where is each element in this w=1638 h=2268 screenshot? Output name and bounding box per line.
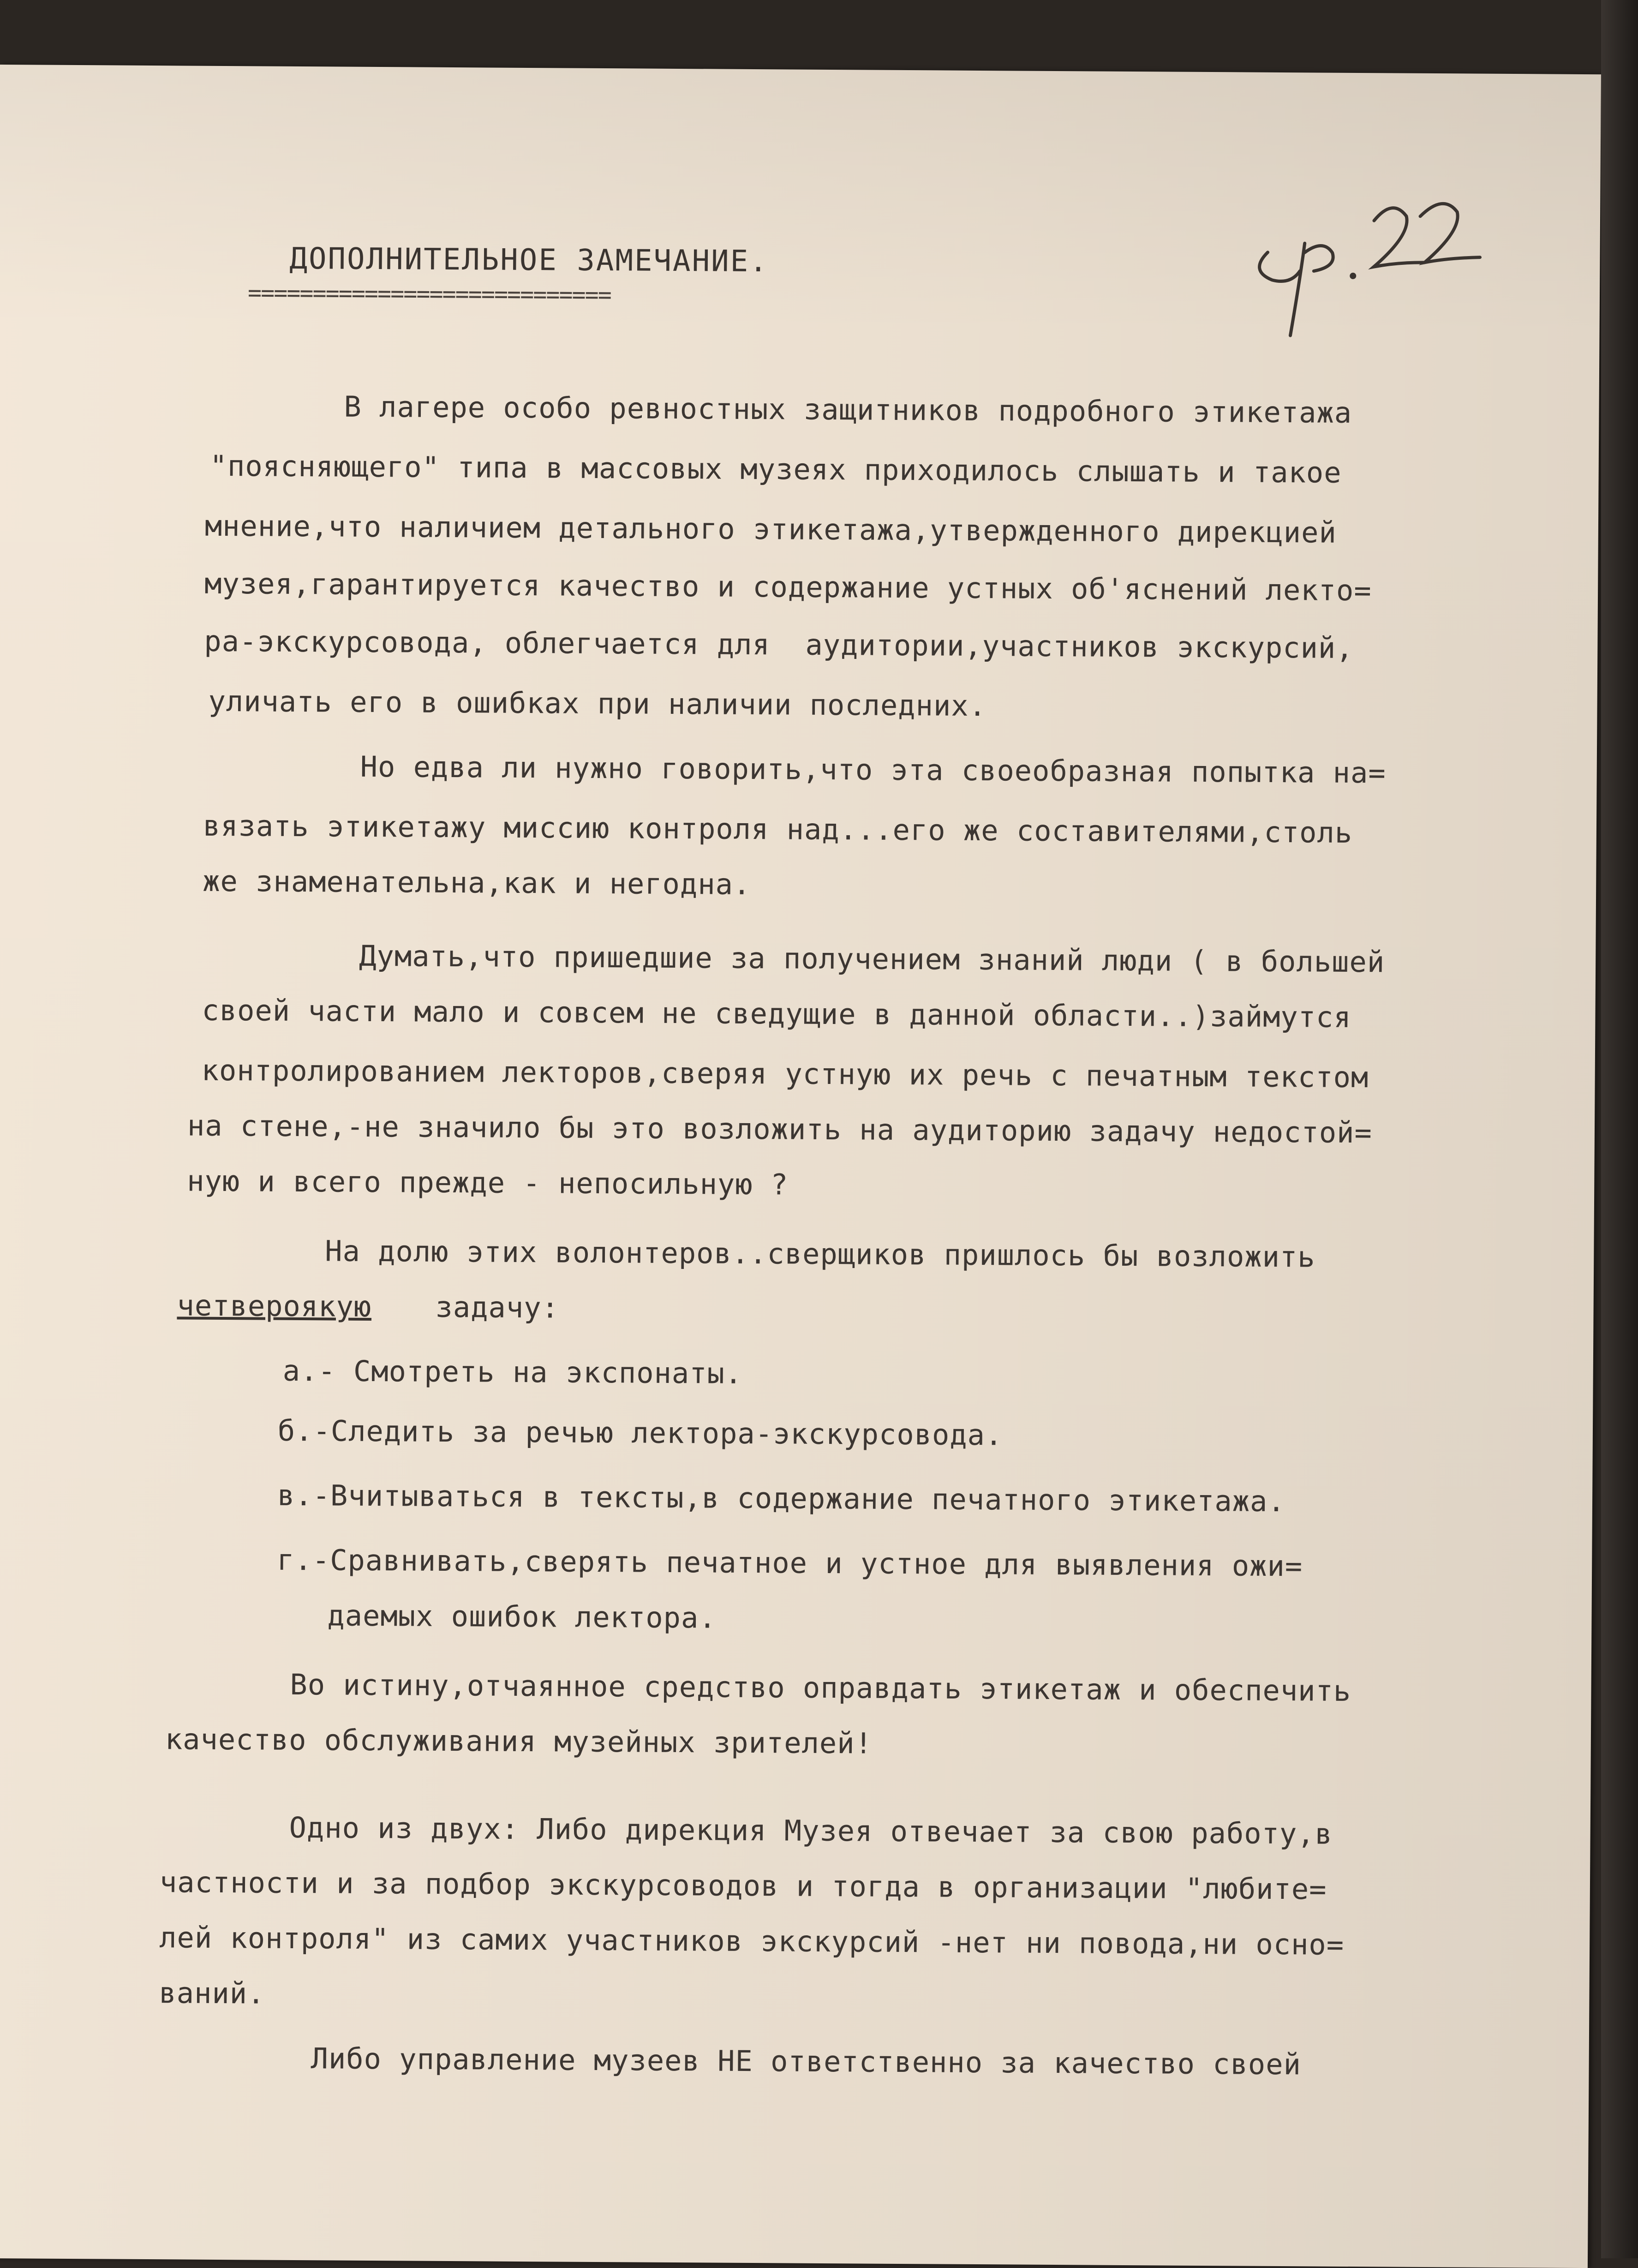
body-line: задачу: [435, 1290, 560, 1325]
body-line: своей части мало и совсем не сведущие в данной области..)займутся [202, 993, 1351, 1034]
handwritten-page-number [1253, 183, 1494, 351]
scan-edge [1601, 0, 1638, 2258]
body-line: контролированием лекторов,сверяя устную их речь с печатным текстом [201, 1053, 1369, 1095]
list-item: в.-Вчитываться в тексты,в содержание печатного этикетажа. [277, 1478, 1285, 1519]
struck-word: четверoякую [177, 1288, 372, 1323]
document-page [0, 65, 1601, 2268]
body-line: На долю этих волонтеров..сверщиков пришлось бы возложить [325, 1234, 1315, 1274]
body-line: частности и за подбор экскурсоводов и тогда в организации "любите= [159, 1865, 1327, 1906]
body-line: лей контроля" из самих участников экскурсий -нет ни повода,ни осно= [159, 1921, 1345, 1962]
list-item-continuation: даемых ошибок лектора. [327, 1598, 717, 1635]
body-line: Но едва ли нужно говорить,что эта своеобразная попытка на= [360, 749, 1386, 790]
body-line: же знаменательна,как и негодна. [202, 864, 751, 901]
document-heading: ДОПОЛНИТЕЛЬНОЕ ЗАМЕЧАНИЕ. [289, 241, 769, 279]
list-item: б.-Следить за речью лектора-экскурсовода. [277, 1413, 1003, 1452]
body-line: уличать его в ошибках при наличии последних. [208, 684, 987, 723]
body-line: Думать,что пришедшие за получением знаний люди ( в большей [359, 939, 1385, 979]
body-line: Одно из двух: Либо дирекция Музея отвечает за свою работу,в [289, 1810, 1333, 1851]
body-line: на стене,-не значило бы это возложить на аудиторию задачу недостой= [187, 1108, 1373, 1150]
body-line: мнение,что наличием детального этикетажа,утвержденного дирекцией [204, 509, 1337, 550]
body-line: "поясняющего" типа в массовых музеях приходилось слышать и такое [209, 449, 1342, 490]
list-item: г.-Сравнивать,сверять печатное и устное для выявления ожи= [276, 1543, 1303, 1583]
body-line: ную и всего прежде - непосильную ? [187, 1164, 789, 1202]
list-item: а.- Смотреть на экспонаты. [282, 1353, 743, 1390]
body-line: вязать этикетажу миссию контроля над...его же составителями,столь [203, 808, 1353, 850]
body-line: ваний. [159, 1976, 265, 2011]
body-line: Во истину,отчаянное средство оправдать этикетаж и обеспечить [290, 1667, 1351, 1708]
body-line: В лагере особо ревностных защитников подробного этикетажа [344, 389, 1352, 430]
body-line: ра-экскурсовода, облегчается для аудитории,участников экскурсий, [204, 624, 1354, 665]
body-line: музея,гарантируется качество и содержание устных об'яснений лекто= [204, 566, 1372, 608]
body-line: качество обслуживания музейных зрителей! [165, 1722, 873, 1760]
heading-underline: ============================ [247, 279, 611, 309]
body-line: Либо управление музеев НЕ ответственно за качество своей [311, 2041, 1302, 2082]
